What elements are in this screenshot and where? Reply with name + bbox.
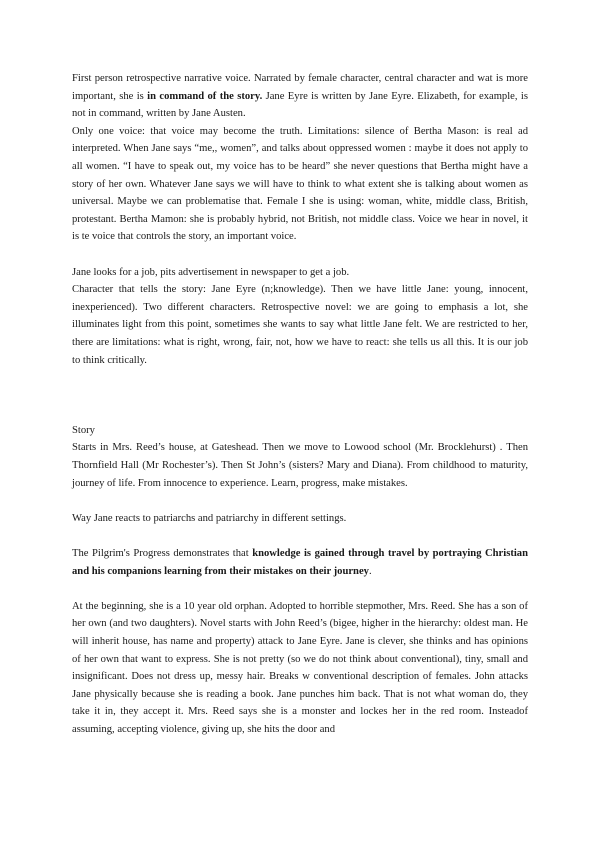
document-page (72, 70, 528, 739)
paragraph-pilgrims-progress (72, 545, 528, 580)
paragraph-one-voice: Only one voice: that voice may become the truth. Limitations: silence of Bertha Mason: is real ad interpreted. When Jane says “me,, women”, and talks about oppressed women : maybe it does not apply to all women. “I have to speak out, my voice has to be heard” she never questions that Bertha might have a story of her own. Whatever Jane says we will have to think to what extent she is talking about women as universal. Maybe we can problematise that. Female I she is using: woman, white, middle class, British, protestant. Bertha Mamon: she is probably hybrid, not British, not middle class. Voice we hear in novel, it is te voice that controls the story, an important voice. (72, 125, 528, 243)
paragraph-narrative-voice (72, 70, 528, 123)
bold-emphasis: in command of the story. (147, 90, 263, 102)
paragraph-beginning: At the beginning, she is a 10 year old orphan. Adopted to horrible stepmother, Mrs. Reed. She has a son of her own (and two daughters). Novel starts with John Reed’s (bigee, higher in the hierarchy: oldest man. He will inherit house, has name and property) attack to Jane Eyre. Jane is clever, she thinks and has opinions of her own that want to express. She is not pretty (so we do not think about conventional), tiny, small and insignificant. Does not dress up, messy hair. Breaks w conventional description of females. John attacks Jane physically because she is reading a book. Jane punches him back. That is not what woman do, they take it in, they accept it. Mrs. Reed says she is a monster and lockes her in the red room. Insteadof assuming, accepting violence, giving up, she hits the door and (72, 600, 528, 735)
heading-story: Story (72, 424, 95, 436)
paragraph-settings: Starts in Mrs. Reed’s house, at Gateshead. Then we move to Lowood school (Mr. Brocklehurst) . Then Thornfield Hall (Mr Rochester’s). Then St John’s (sisters? Mary and Diana). From childhood to maturity, journey of life. From innocence to experience. Learn, progress, make mistakes. (72, 442, 528, 489)
text-run: First person retrospective narrative voice. Narrated by female character, central character and wat is more important, she is (72, 73, 528, 102)
text-run: Jane Eyre is written by Jane Eyre. Elizabeth, for example, is not in command, written by Jane Austen. (72, 90, 528, 120)
text-run: . (368, 565, 372, 577)
paragraph-job: Jane looks for a job, pits advertisement in newspaper to get a job. (72, 266, 350, 278)
text-run: The Pilgrim's Progress demonstrates that (72, 548, 253, 560)
paragraph-character: Character that tells the story: Jane Eyre (n;knowledge). Then we have little Jane: young, innocent, inexperienced). Two different characters. Retrospective novel: we are going to emphasis a lot, she illuminates light from this point, sometimes she wants to say what little Jane felt. We are restricted to her, there are limitations: what is right, wrong, fair, not, how we have to react: she tells us all this. It is our job to think critically. (72, 284, 528, 366)
bold-emphasis: knowledge is gained through travel by portraying Christian and his companions learning from their mistakes on their journey (72, 548, 528, 577)
paragraph-patriarchy: Way Jane reacts to patriarchs and patriarchy in different settings. (72, 512, 347, 524)
